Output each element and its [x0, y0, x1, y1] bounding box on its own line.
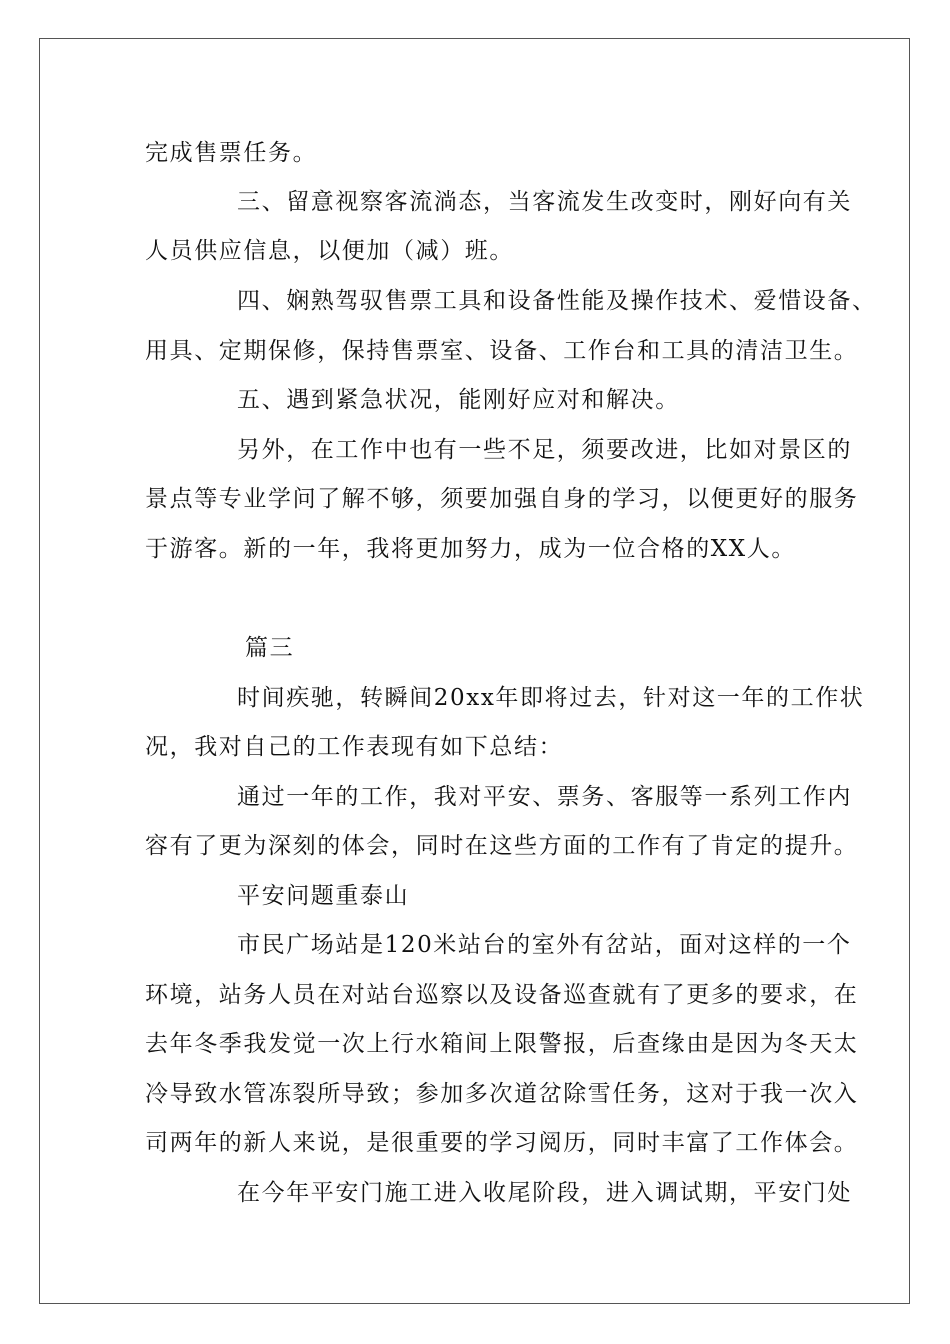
text-line: 完成售票任务。 [145, 140, 318, 166]
text-line: 冷导致水管冻裂所导致；参加多次道岔除雪任务，这对于我一次入 [145, 1081, 859, 1107]
text-line: 去年冬季我发觉一次上行水箱间上限警报，后查缘由是因为冬天太 [145, 1031, 859, 1057]
text-line: 景点等专业学问了解不够，须要加强自身的学习，以便更好的服务 [145, 486, 859, 512]
text-line: 人员供应信息，以便加（减）班。 [145, 238, 514, 264]
text-line: 时间疾驰，转瞬间20xx年即将过去，针对这一年的工作状 [237, 685, 865, 711]
text-line: 况，我对自己的工作表现有如下总结： [145, 734, 564, 760]
text-line: 环境，站务人员在对站台巡察以及设备巡查就有了更多的要求，在 [145, 982, 859, 1008]
page-border [39, 38, 910, 1304]
text-line: 市民广场站是120米站台的室外有岔站，面对这样的一个 [237, 932, 852, 958]
text-line: 通过一年的工作，我对平安、票务、客服等一系列工作内 [237, 784, 852, 810]
subsection-heading: 平安问题重泰山 [237, 883, 410, 909]
text-line: 司两年的新人来说，是很重要的学习阅历，同时丰富了工作体会。 [145, 1130, 859, 1156]
text-line: 在今年平安门施工进入收尾阶段，进入调试期，平安门处 [237, 1180, 852, 1206]
text-line: 用具、定期保修，保持售票室、设备、工作台和工具的清洁卫生。 [145, 338, 859, 364]
text-line: 另外，在工作中也有一些不足，须要改进，比如对景区的 [237, 437, 852, 463]
section-heading: 篇三 [245, 635, 295, 661]
text-line: 三、留意视察客流淌态，当客流发生改变时，刚好向有关 [237, 189, 852, 215]
text-line: 容有了更为深刻的体会，同时在这些方面的工作有了肯定的提升。 [145, 833, 859, 859]
text-line: 四、娴熟驾驭售票工具和设备性能及操作技术、爱惜设备、 [237, 288, 877, 314]
text-line: 于游客。新的一年，我将更加努力，成为一位合格的XX人。 [145, 536, 796, 562]
text-line: 五、遇到紧急状况，能刚好应对和解决。 [237, 387, 680, 413]
